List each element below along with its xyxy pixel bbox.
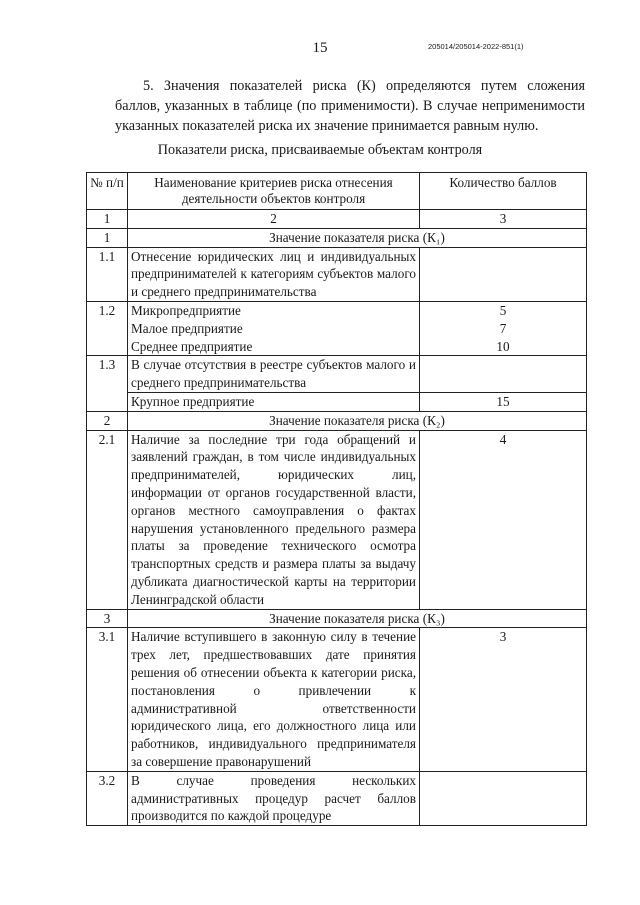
section-num: 3 [87,609,128,628]
row-score [420,771,587,825]
table-row [87,356,587,393]
row-criteria [128,301,420,355]
table-title: Показатели риска, присваиваемые объектам контроля [157,142,483,158]
row-score: 3 [420,628,587,771]
table-row [87,771,587,825]
row-num: 3.1 [87,628,128,771]
score-value: 10 [496,338,510,354]
column-number-row [87,210,587,229]
row-criteria: Наличие вступившего в законную силу в течение трех лет, предшествовавших дате принятия решения об отнесении объекта к категории риска, постановления о привлечении к административной ответственности юридического лица, его должностного лица или работников, индивидуального предпринимателя за совершение правонарушений [128,628,420,771]
section-row-k2 [87,411,587,430]
page-number: 15 [312,40,328,56]
row-num: 1.2 [87,301,128,355]
row-criteria: Отнесение юридических лиц и индивидуальных предпринимателей к категориям субъектов малого и среднего предпринимательства [128,247,420,301]
row-score [420,247,587,301]
table-row [87,392,587,411]
row-score [420,301,587,355]
table-header-row [87,173,587,210]
table-row [87,247,587,301]
row-criteria: Наличие за последние три года обращений и заявлений граждан, в том числе индивидуальных предпринимателей, юридических лиц, информации от органов государственной власти, органов местного самоуправления о фактах нарушения установленного предельного размера платы за проведение технического осмотра транспортных средств и размера платы за выдачу дубликата диагностической карты на территории Ленинградской области [128,430,420,609]
section-row-k3 [87,609,587,628]
section-title: Значение показателя риска (К₁) [128,228,587,247]
table-row [87,430,587,609]
section-num: 1 [87,228,128,247]
section-num: 2 [87,411,128,430]
row-num: 2.1 [87,430,128,609]
header-score: Количество баллов [420,173,587,210]
score-value: 5 [499,302,507,318]
section-title: Значение показателя риска (К₃) [128,609,587,628]
intro-paragraph: 5. Значения показателей риска (К) определяются путем сложения баллов, указанных в таблице (по применимости). В случае неприменимости указанных показателей риска их значение принимается равным нулю. [115,78,585,134]
section-title: Значение показателя риска (К₂) [128,411,587,430]
row-score [420,356,587,393]
document-id: 205014/205014-2022-851(1) [428,42,524,51]
enterprise-type-item: Малое предприятие [131,320,243,336]
section-row-k1 [87,228,587,247]
row-num: 1.3 [87,356,128,411]
header-num: № п/п [87,173,128,210]
row-score: 15 [420,392,587,411]
column-number-2: 2 [128,210,420,229]
row-criteria: В случае отсутствия в реестре субъектов малого и среднего предпринимательства [128,356,420,393]
table-row [87,301,587,355]
column-number-1: 1 [87,210,128,229]
row-criteria: В случае проведения нескольких административных процедур расчет баллов производится по каждой процедуре [128,771,420,825]
enterprise-type-item: Среднее предприятие [131,338,253,354]
column-number-3: 3 [420,210,587,229]
row-score: 4 [420,430,587,609]
score-value: 7 [499,320,507,336]
row-criteria: Крупное предприятие [128,392,420,411]
header-criteria-name: Наименование критериев риска отнесения деятельности объектов контроля [128,173,420,210]
enterprise-type-item: Микропредприятие [131,302,241,318]
risk-criteria-table [86,172,587,826]
table-row [87,628,587,771]
row-num: 1.1 [87,247,128,301]
row-num: 3.2 [87,771,128,825]
